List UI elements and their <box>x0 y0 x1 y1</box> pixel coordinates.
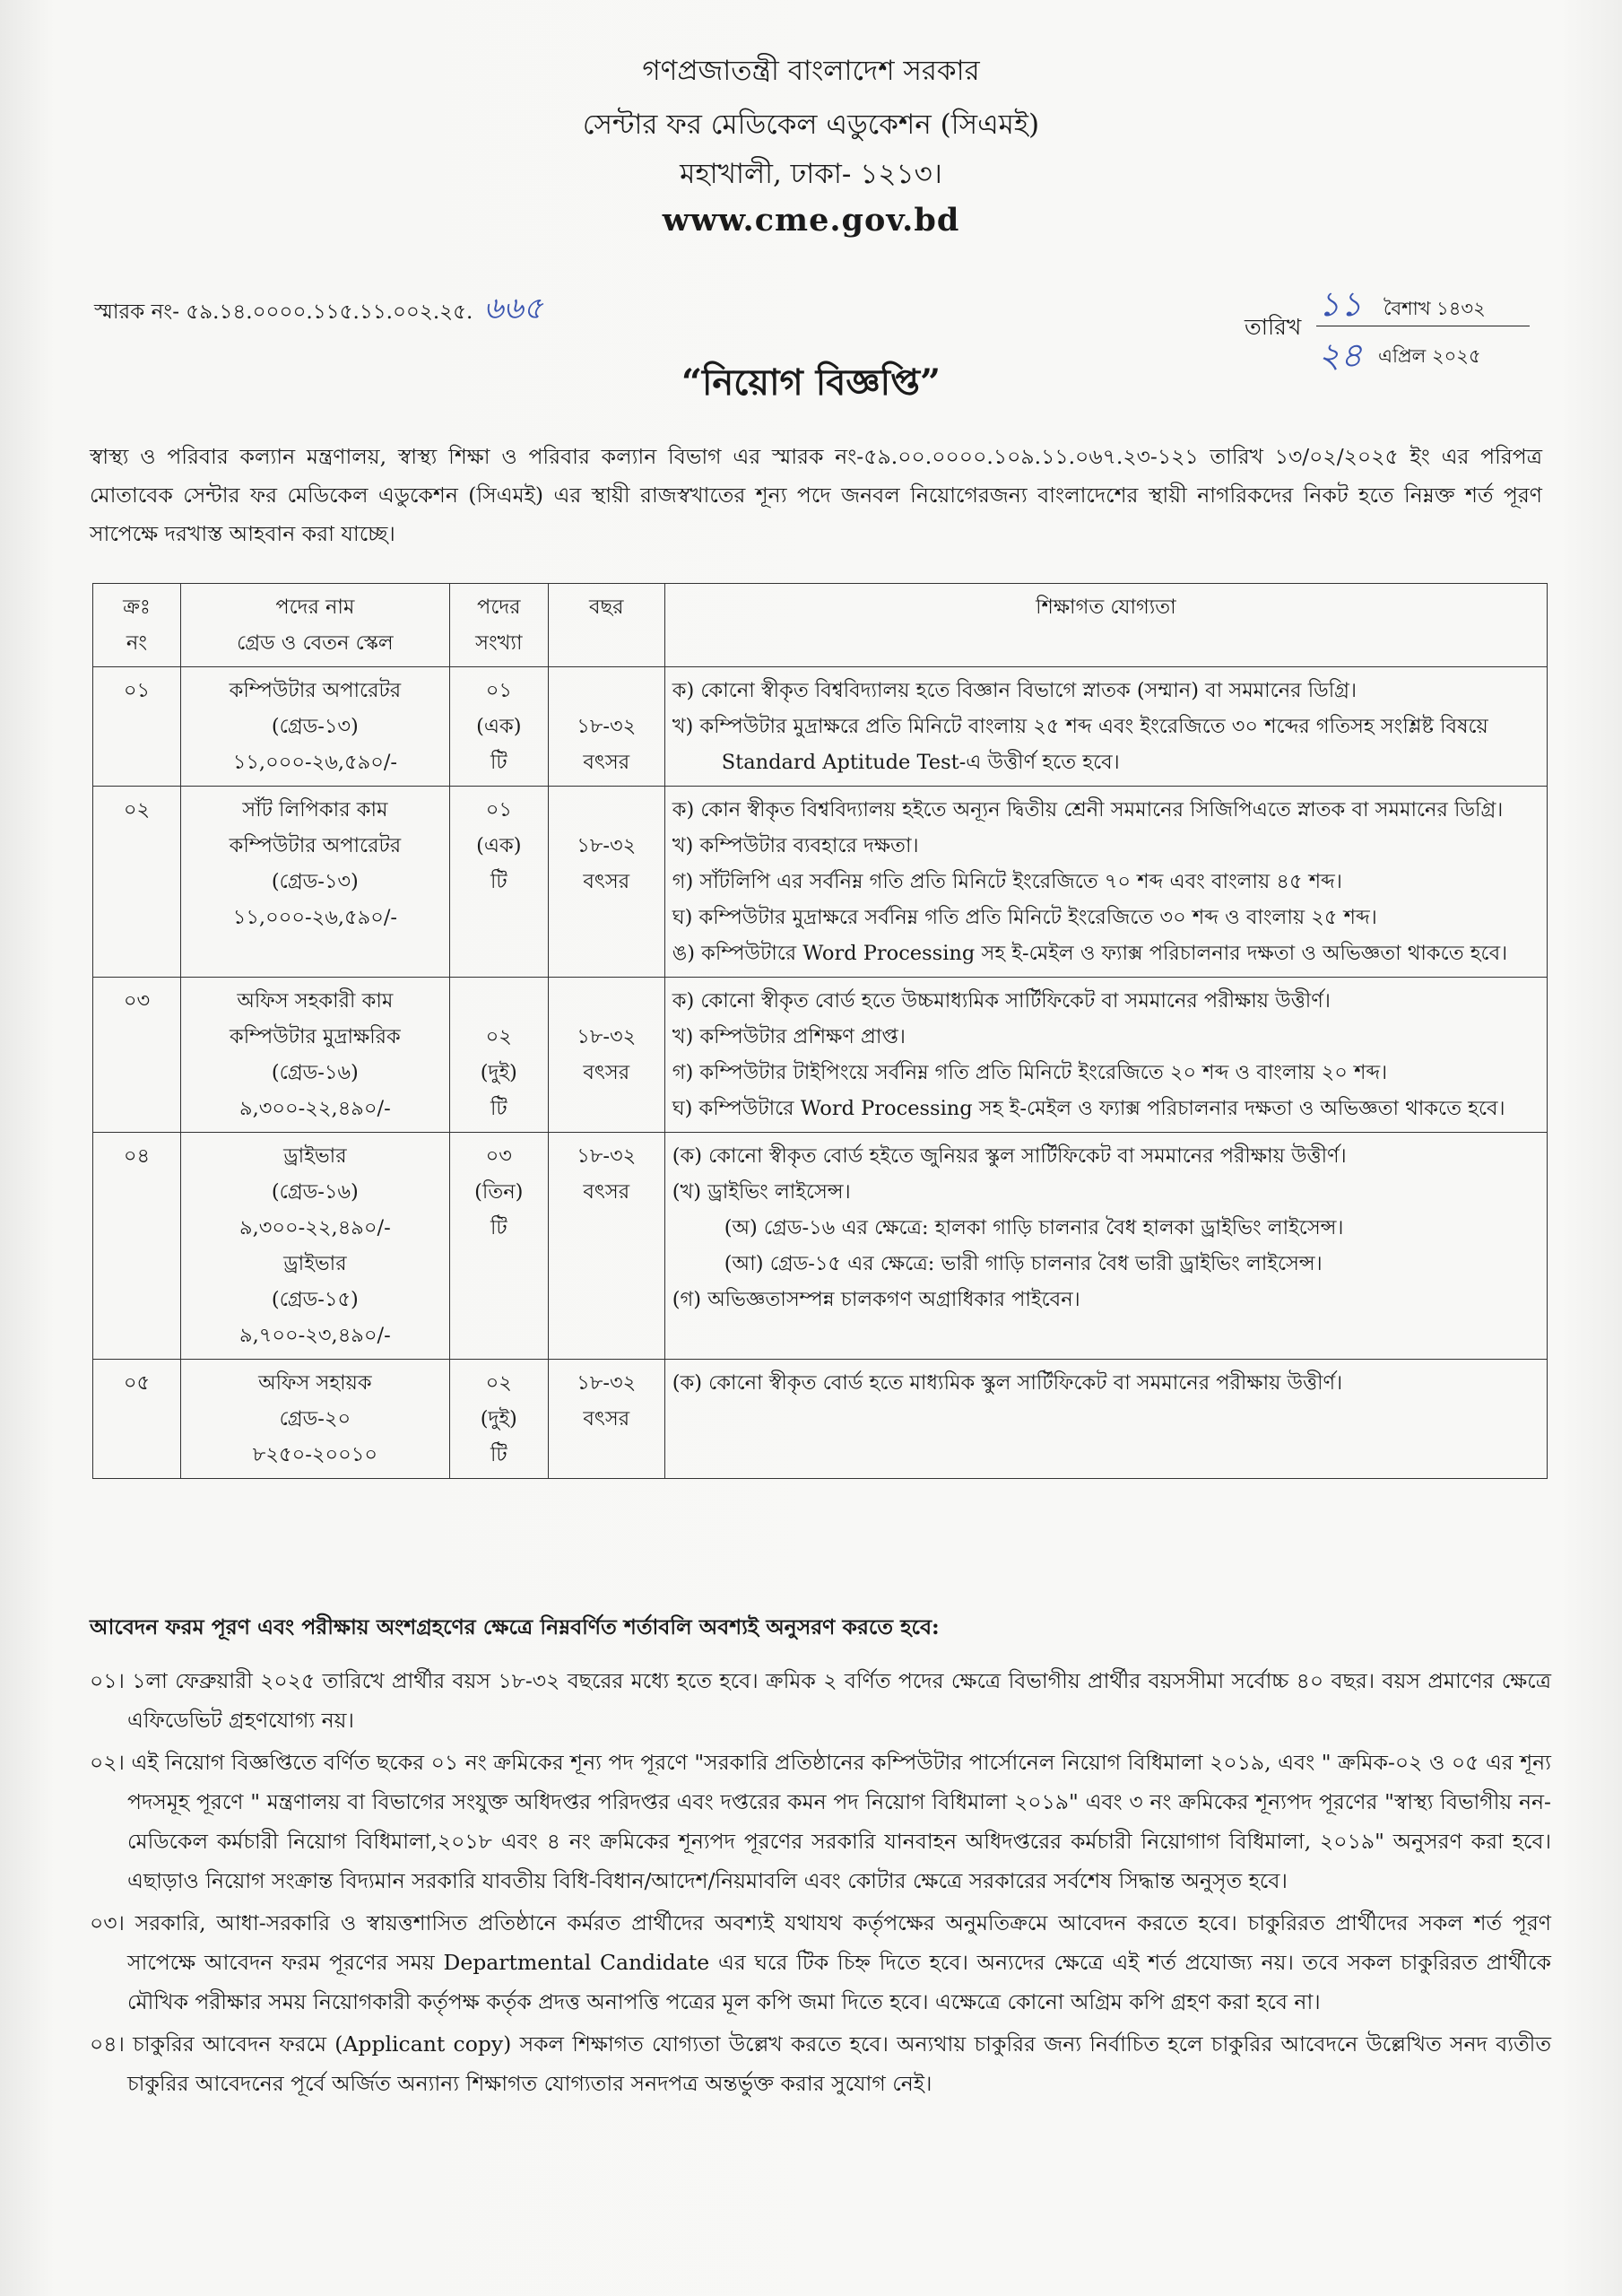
table-row <box>93 1360 1548 1479</box>
row-qualifications: ক) কোনো স্বীকৃত বিশ্ববিদ্যালয় হতে বিজ্ঞান বিভাগে স্নাতক (সম্মান) বা সমমানের ডিগ্রি। খ) কম্পিউটার মুদ্রাক্ষরে প্রতি মিনিটে বাংলায় ২৫ শব্দ এবং ইংরেজিতে ৩০ শব্দের গতিসহ সংশ্লিষ্ট বিষয়ে Standard Aptitude Test-এ উত্তীর্ণ হতে হবে। <box>664 667 1547 787</box>
header-post: পদের নাম গ্রেড ও বেতন স্কেল <box>180 584 449 667</box>
date-bn-month: বৈশাখ ১৪৩২ <box>1383 298 1486 319</box>
memo-number <box>94 285 543 336</box>
table-row <box>93 978 1548 1133</box>
date-en-day: ২৪ <box>1318 335 1363 375</box>
condition-item: ০২। এই নিয়োগ বিজ্ঞপ্তিতে বর্ণিত ছকের ০১ নং ক্রমিকের শূন্য পদ পূরণে "সরকারি প্রতিষ্ঠানের কম্পিউটার পার্সোনেল নিয়োগ বিধিমালা ২০১৯, এবং " ক্রমিক-০২ ও ০৫ এর শূন্য পদসমূহ পূরণে " মন্ত্রণালয় বা বিভাগের সংযুক্ত অধিদপ্তর পরিদপ্তর এবং দপ্তরের কমন পদ নিয়োগ বিধিমালা ২০১৯" এবং ৩ নং ক্রমিকের শূন্যপদ পূরণের "স্বাস্থ্য বিভাগীয় নন-মেডিকেল কর্মচারী নিয়োগ বিধিমালা,২০১৮ এবং ৪ নং ক্রমিকের শূন্যপদ পূরণের সরকারি যানবাহন অধিদপ্তরের কর্মচারী নিয়োগাগ বিধিমালা, ২০১৯" অনুসরণ করা হবে। এছাড়াও নিয়োগ সংক্রান্ত বিদ্যমান সরকারি যাবতীয় বিধি-বিধান/আদেশ/নিয়মাবলি এবং কোটার ক্ষেত্রে সরকারের সর্বশেষ সিদ্ধান্ত অনুসৃত হবে। <box>90 1750 1551 1893</box>
row-qualifications: ক) কোনো স্বীকৃত বোর্ড হতে উচ্চমাধ্যমিক সার্টিফিকেট বা সমমানের পরীক্ষায় উত্তীর্ণ। খ) কম্পিউটার প্রশিক্ষণ প্রাপ্ত। গ) কম্পিউটার টাইপিংয়ে সর্বনিম্ন গতি প্রতি মিনিটে ইংরেজিতে ২০ শব্দ ও বাংলায় ২০ শব্দ। ঘ) কম্পিউটারে Word Processing সহ ই-মেইল ও ফ্যাক্স পরিচালনার দক্ষতা ও অভিজ্ঞতা থাকতে হবে। <box>664 978 1547 1133</box>
row-post: অফিস সহায়ক গ্রেড-২০ ৮২৫০-২০০১০ <box>180 1360 449 1479</box>
row-qualifications: (ক) কোনো স্বীকৃত বোর্ড হতে মাধ্যমিক স্কুল সার্টিফিকেট বা সমমানের পরীক্ষায় উত্তীর্ণ। <box>664 1360 1547 1479</box>
row-count: ০১ (এক) টি <box>449 667 548 787</box>
row-age: ১৮-৩২ বৎসর <box>548 667 664 787</box>
header-qualification: শিক্ষাগত যোগ্যতা <box>664 584 1547 667</box>
conditions-list <box>90 1661 1551 2106</box>
table-row <box>93 787 1548 978</box>
condition-item: ০৪। চাকুরির আবেদন ফরমে (Applicant copy) সকল শিক্ষাগত যোগ্যতা উল্লেখ করতে হবে। অন্যথায় চাকুরির জন্য নির্বাচিত হলে চাকুরির আবেদনে উল্লেখিত সনদ ব্যতীত চাকুরির আবেদনের পূর্বে অর্জিত অন্যান্য শিক্ষাগত যোগ্যতার সনদপত্র অন্তর্ভুক্ত করার সুযোগ নেই। <box>90 2031 1551 2096</box>
header-serial: ক্রঃ নং <box>93 584 181 667</box>
row-count: ০১ (এক) টি <box>449 787 548 978</box>
header-count: পদের সংখ্যা <box>449 584 548 667</box>
date-label: তারিখ <box>1245 314 1302 340</box>
table-row <box>93 1133 1548 1360</box>
office-name: সেন্টার ফর মেডিকেল এডুকেশন (সিএমই) <box>582 109 1040 141</box>
header-age: বছর <box>548 584 664 667</box>
website[interactable]: www.cme.gov.bd <box>662 202 960 239</box>
row-age: ১৮-৩২ বৎসর <box>548 978 664 1133</box>
row-post: ড্রাইভার (গ্রেড-১৬) ৯,৩০০-২২,৪৯০/- ড্রাইভার (গ্রেড-১৫) ৯,৭০০-২৩,৪৯০/- <box>180 1133 449 1360</box>
table-header-row <box>93 584 1548 667</box>
row-count: ০২ (দুই) টি <box>449 978 548 1133</box>
row-count: ০২ (দুই) টি <box>449 1360 548 1479</box>
memo-handwritten: ৬৬৫ <box>483 291 543 326</box>
office-address: মহাখালী, ঢাকা- ১২১৩। <box>680 158 942 190</box>
notice-title: “নিয়োগ বিজ্ঞপ্তি” <box>681 361 941 404</box>
row-age: ১৮-৩২ বৎসর <box>548 787 664 978</box>
row-qualifications: ক) কোন স্বীকৃত বিশ্ববিদ্যালয় হইতে অন্যূন দ্বিতীয় শ্রেনী সমমানের সিজিপিএতে স্নাতক বা সমমানের ডিগ্রি। খ) কম্পিউটার ব্যবহারে দক্ষতা। গ) সাঁটলিপি এর সর্বনিম্ন গতি প্রতি মিনিটে ইংরেজিতে ৭০ শব্দ এবং বাংলায় ৪৫ শব্দ। ঘ) কম্পিউটার মুদ্রাক্ষরে সর্বনিম্ন গতি প্রতি মিনিটে ইংরেজিতে ৩০ শব্দ ও বাংলায় ২৫ শব্দ। ঙ) কম্পিউটারে Word Processing সহ ই-মেইল ও ফ্যাক্স পরিচালনার দক্ষতা ও অভিজ্ঞতা থাকতে হবে। <box>664 787 1547 978</box>
row-count: ০৩ (তিন) টি <box>449 1133 548 1360</box>
row-age: ১৮-৩২ বৎসর <box>548 1360 664 1479</box>
row-post: কম্পিউটার অপারেটর (গ্রেড-১৩) ১১,০০০-২৬,৫৯০/- <box>180 667 449 787</box>
row-age: ১৮-৩২ বৎসর <box>548 1133 664 1360</box>
conditions-title: আবেদন ফরম পূরণ এবং পরীক্ষায় অংশগ্রহণের ক্ষেত্রে নিম্নবর্ণিত শর্তাবলি অবশ্যই অনুসরণ করতে হবে: <box>90 1614 940 1639</box>
date-bn-day: ১১ <box>1318 284 1363 324</box>
govt-title: গণপ্রজাতন্ত্রী বাংলাদেশ সরকার <box>642 55 980 87</box>
posts-table <box>92 583 1548 1479</box>
row-serial: ০১ <box>93 667 181 787</box>
date-en-month: এপ্রিল ২০২৫ <box>1378 345 1481 367</box>
row-qualifications: (ক) কোনো স্বীকৃত বোর্ড হইতে জুনিয়র স্কুল সার্টিফিকেট বা সমমানের পরীক্ষায় উত্তীর্ণ। (খ) ড্রাইভিং লাইসেন্স। (অ) গ্রেড-১৬ এর ক্ষেত্রে: হালকা গাড়ি চালনার বৈধ হালকা ড্রাইভিং লাইসেন্স। (আ) গ্রেড-১৫ এর ক্ষেত্রে: ভারী গাড়ি চালনার বৈধ ভারী ড্রাইভিং লাইসেন্স। (গ) অভিজ্ঞতাসম্পন্ন চালকগণ অগ্রাধিকার পাইবেন। <box>664 1133 1547 1360</box>
condition-item: ০১। ১লা ফেব্রুয়ারী ২০২৫ তারিখে প্রার্থীর বয়স ১৮-৩২ বছরের মধ্যে হতে হবে। ক্রমিক ২ বর্ণিত পদের ক্ষেত্রে বিভাগীয় প্রার্থীর বয়সসীমা সর্বোচ্চ ৪০ বছর। বয়স প্রমাণের ক্ষেত্রে এফিডেভিট গ্রহণযোগ্য নয়। <box>90 1668 1551 1733</box>
condition-item: ০৩। সরকারি, আধা-সরকারি ও স্বায়ত্তশাসিত প্রতিষ্ঠানে কর্মরত প্রার্থীদের অবশ্যই যথাযথ কর্তৃপক্ষের অনুমতিক্রমে আবেদন করতে হবে। চাকুরিরত প্রার্থীদের সকল শর্ত পূরণ সাপেক্ষে আবেদন ফরম পূরণের সময় Departmental Candidate এর ঘরে টিক চিহ্ন দিতে হবে। অন্যদের ক্ষেত্রে এই শর্ত প্রযোজ্য নয়। তবে সকল চাকুরিরত প্রার্থীকে মৌখিক পরীক্ষার সময় নিয়োগকারী কর্তৃপক্ষ কর্তৃক প্রদত্ত অনাপত্তি পত্রের মূল কপি জমা দিতে হবে। এক্ষেত্রে কোনো অগ্রিম কপি গ্রহণ করা হবে না। <box>90 1910 1551 2014</box>
row-serial: ০২ <box>93 787 181 978</box>
row-serial: ০৪ <box>93 1133 181 1360</box>
row-serial: ০৩ <box>93 978 181 1133</box>
table-row <box>93 667 1548 787</box>
row-post: সাঁট লিপিকার কাম কম্পিউটার অপারেটর (গ্রেড-১৩) ১১,০০০-২৬,৫৯০/- <box>180 787 449 978</box>
row-post: অফিস সহকারী কাম কম্পিউটার মুদ্রাক্ষরিক (গ্রেড-১৬) ৯,৩০০-২২,৪৯০/- <box>180 978 449 1133</box>
row-serial: ০৫ <box>93 1360 181 1479</box>
intro-paragraph: স্বাস্থ্য ও পরিবার কল্যান মন্ত্রণালয়, স্বাস্থ্য শিক্ষা ও পরিবার কল্যান বিভাগ এর স্মারক নং-৫৯.০০.০০০০.১০৯.১১.০৬৭.২৩-১২১ তারিখ ১৩/০২/২০২৫ ইং এর পরিপত্র মোতাবেক সেন্টার ফর মেডিকেল এডুকেশন (সিএমই) এর স্থায়ী রাজস্বখাতের শূন্য পদে জনবল নিয়োগেরজন্য বাংলাদেশের স্থায়ী নাগরিকদের নিকট হতে নিম্নক্ত শর্ত পূরণ সাপেক্ষে দরখাস্ত আহবান করা যাচ্ছে। <box>90 444 1542 546</box>
memo-label: স্মারক নং- ৫৯.১৪.০০০০.১১৫.১১.০০২.২৫. <box>94 300 473 324</box>
